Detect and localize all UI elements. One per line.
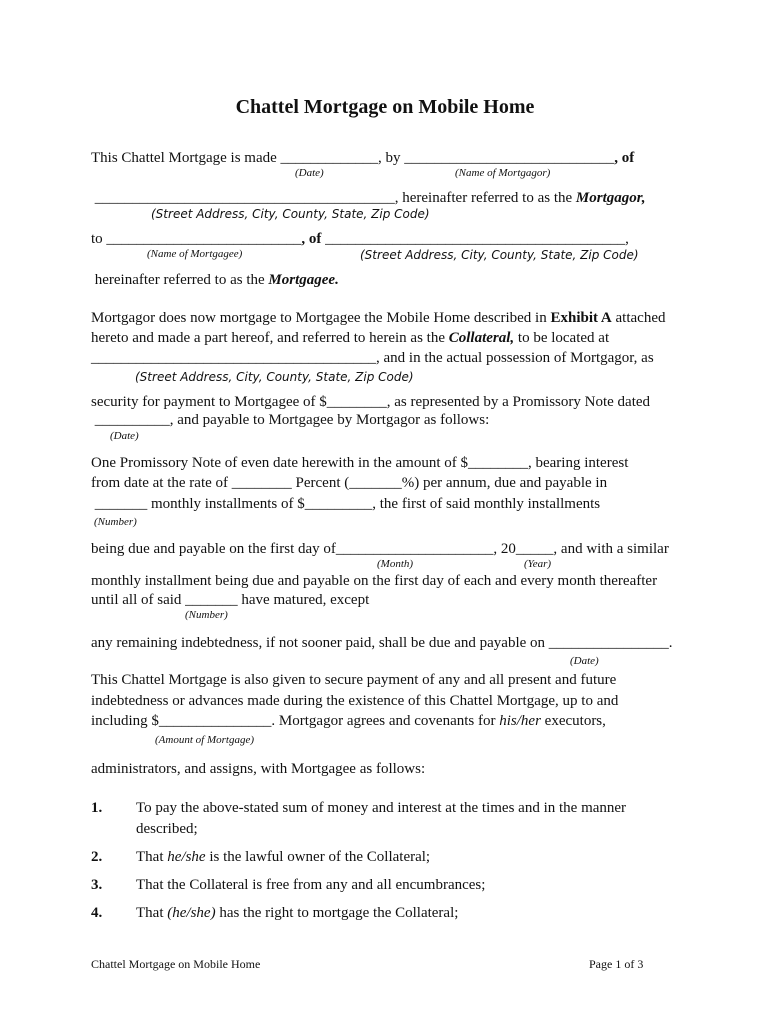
remaining-indebtedness-line: any remaining indebtedness, if not sooner paid, shall be due and payable on ________________. [91, 635, 673, 651]
collateral-line-2-end: to be located at [514, 330, 610, 346]
security-line-1: security for payment to Mortgagee of $________, as represented by a Promissory Note dated [91, 394, 651, 410]
item-4-text [136, 906, 458, 921]
item-4-number: 4. [91, 905, 103, 921]
footer-document-name: Chattel Mortgage on Mobile Home [91, 957, 261, 971]
mortgagor-address-text: ________________________________________, hereinafter referred to as the [91, 190, 576, 206]
caption-collateral-address: (Street Address, City, County, State, Zip Code) [135, 370, 414, 384]
note-line-2: from date at the rate of ________ Percent (_______%) per annum, due and payable in [91, 475, 608, 491]
item-2-pre: That [136, 849, 168, 865]
collateral-line-1 [91, 311, 665, 326]
note-line-1: One Promissory Note of even date herewith in the amount of $________, bearing interest [91, 455, 629, 471]
exhibit-a-ref: Exhibit A [550, 310, 612, 326]
mortgagee-line-of: , of [301, 231, 322, 247]
item-3-number: 3. [91, 877, 103, 893]
item-2-post: is the lawful owner of the Collateral; [205, 849, 431, 865]
item-4-pronoun: (he/she) [167, 905, 216, 921]
mortgagor-line-of: , of [614, 150, 635, 166]
caption-mortgagor-address: (Street Address, City, County, State, Zip Code) [151, 207, 430, 221]
item-3-text: That the Collateral is free from any and all encumbrances; [136, 877, 486, 893]
caption-installments-number: (Number) [94, 516, 137, 528]
caption-mortgagee: (Name of Mortgagee) [147, 248, 243, 260]
item-2-text [136, 850, 430, 865]
mortgagee-line-text: to __________________________ [91, 231, 302, 247]
item-4-pre: That [136, 905, 168, 921]
item-1-line-2: described; [136, 821, 198, 837]
item-1-number: 1. [91, 800, 103, 816]
mortgagee-definition [91, 273, 339, 288]
security-line-2: __________, and payable to Mortgagee by Mortgagor as follows: [91, 412, 490, 428]
mortgagee-term: Mortgagee. [268, 272, 339, 288]
collateral-term: Collateral, [448, 330, 515, 346]
item-2-number: 2. [91, 849, 103, 865]
collateral-line-3: ______________________________________, and in the actual possession of Mortgagor, as [91, 350, 654, 366]
mortgagee-address-blank: ________________________________________, [321, 231, 629, 247]
caption-month: (Month) [377, 558, 414, 570]
due-line-3: until all of said _______ have matured, except [91, 592, 370, 608]
item-2-pronoun: he/she [167, 849, 206, 865]
caption-mortgage-amount: (Amount of Mortgage) [155, 734, 254, 746]
item-1-line-1: To pay the above-stated sum of money and interest at the times and in the manner [136, 800, 627, 816]
mortgagor-line-text: This Chattel Mortgage is made _____________, by ____________________________ [91, 150, 615, 166]
caption-final-date: (Date) [570, 655, 599, 667]
caption-date: (Date) [295, 167, 324, 179]
due-line-2: monthly installment being due and payable on the first day of each and every month thereafter [91, 573, 658, 589]
caption-matured-number: (Number) [185, 609, 228, 621]
mortgagor-term: Mortgagor, [575, 190, 646, 206]
collateral-line-1-end: attached [611, 310, 666, 326]
secure-payment-line-1: This Chattel Mortgage is also given to secure payment of any and all present and future [91, 672, 617, 688]
mortgagor-line [91, 151, 634, 166]
caption-mortgagor: (Name of Mortgagor) [455, 167, 551, 179]
due-line-1: being due and payable on the first day of_____________________, 20_____, and with a similar [91, 541, 669, 557]
collateral-line-2-text: hereto and made a part hereof, and referred to herein as the [91, 330, 449, 346]
note-line-3: _______ monthly installments of $_________, the first of said monthly installments [91, 496, 601, 512]
secure-payment-line-3-end: executors, [540, 713, 606, 729]
assigns-line: administrators, and assigns, with Mortgagee as follows: [91, 761, 426, 777]
mortgagor-address-line [91, 191, 646, 206]
secure-payment-line-3-text: including $_______________. Mortgagor agrees and covenants for [91, 713, 500, 729]
mortgagee-line [91, 232, 629, 247]
caption-mortgagee-address: (Street Address, City, County, State, Zip Code) [360, 248, 639, 262]
item-4-post: has the right to mortgage the Collateral; [215, 905, 459, 921]
caption-year: (Year) [524, 558, 552, 570]
caption-note-date: (Date) [110, 430, 139, 442]
collateral-line-2 [91, 331, 609, 346]
secure-payment-line-2: indebtedness or advances made during the existence of this Chattel Mortgage, up to and [91, 693, 619, 709]
secure-payment-line-3 [91, 714, 606, 729]
collateral-line-1-text: Mortgagor does now mortgage to Mortgagee the Mobile Home described in [91, 310, 551, 326]
footer-page-number: Page 1 of 3 [589, 957, 644, 971]
document-title: Chattel Mortgage on Mobile Home [235, 96, 535, 118]
mortgagee-definition-text: hereinafter referred to as the [91, 272, 269, 288]
his-her-term: his/her [499, 713, 541, 729]
